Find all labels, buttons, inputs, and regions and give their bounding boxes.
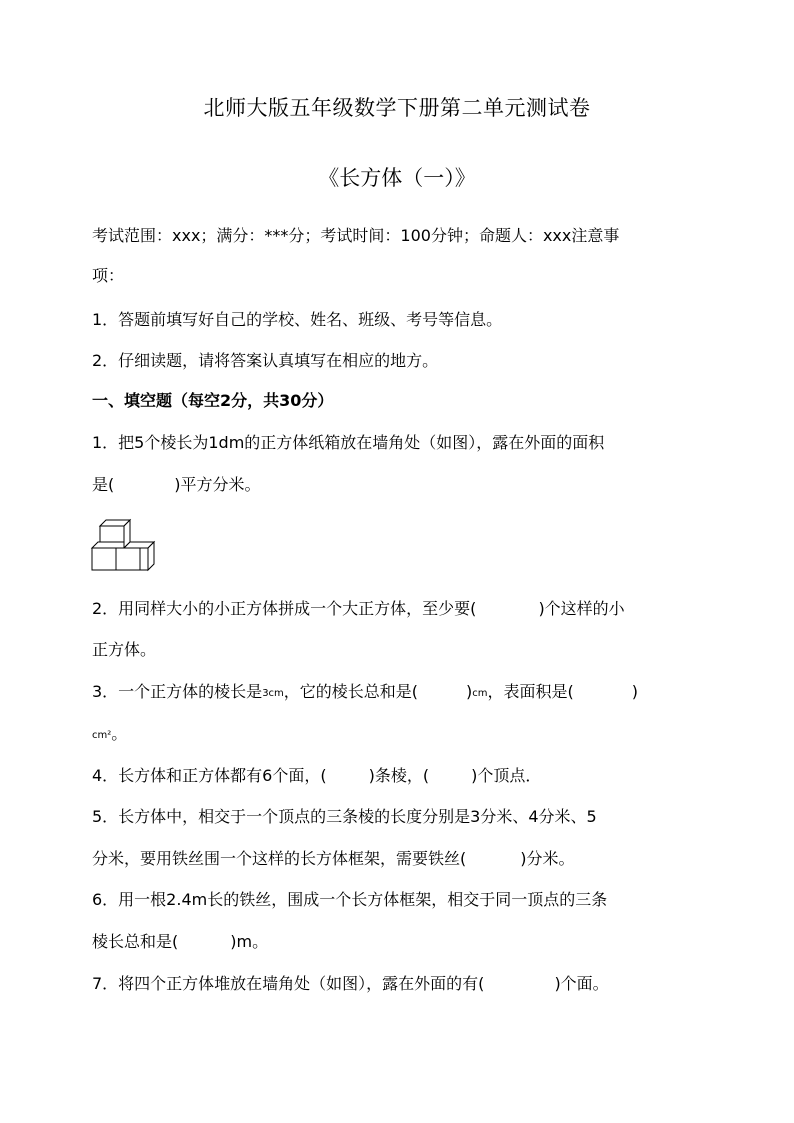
question-6-text-b: )m。 bbox=[230, 932, 269, 951]
page-title: 北师大版五年级数学下册第二单元测试卷 bbox=[203, 96, 591, 120]
question-3-unit-2: cm bbox=[472, 688, 488, 699]
question-2-line-2: 正方体。 bbox=[92, 640, 157, 659]
question-3-unit-3: cm² bbox=[92, 730, 112, 741]
page-subtitle: 《长方体（一）》 bbox=[318, 166, 476, 190]
question-4-text-a: 4．长方体和正方体都有6个面，( bbox=[92, 766, 327, 785]
cube-stack-figure bbox=[90, 517, 156, 581]
question-1-line-2 bbox=[92, 475, 712, 495]
question-3-line-1 bbox=[92, 682, 712, 704]
question-4-text-b: )条棱，( bbox=[368, 766, 430, 785]
question-2-text-a: 2．用同样大小的小正方体拼成一个大正方体，至少要( bbox=[92, 599, 477, 618]
exam-info-line-2: 项： bbox=[92, 266, 125, 285]
question-3-line-2 bbox=[92, 724, 712, 746]
question-1-text-a: 是( bbox=[92, 475, 115, 494]
notice-2: 2．仔细读题，请将答案认真填写在相应的地方。 bbox=[92, 351, 439, 370]
question-7-line-1 bbox=[92, 974, 712, 994]
question-1-line-1: 1．把5个棱长为1dm的正方体纸箱放在墙角处（如图），露在外面的面积 bbox=[92, 433, 605, 452]
question-5-line-1: 5．长方体中，相交于一个顶点的三条棱的长度分别是3分米、4分米、5 bbox=[92, 807, 597, 826]
question-6-line-2 bbox=[92, 932, 712, 952]
question-3-text-f: 。 bbox=[111, 724, 128, 743]
question-3-unit-1: 3cm bbox=[262, 688, 284, 699]
section-heading-fill-blank: 一、填空题（每空2分，共30分） bbox=[92, 391, 334, 410]
question-6-text-a: 棱长总和是( bbox=[92, 932, 179, 951]
question-4-line-1 bbox=[92, 766, 712, 786]
question-5-text-a: 分米，要用铁丝围一个这样的长方体框架，需要铁丝( bbox=[92, 849, 467, 868]
question-3-text-d: ，表面积是( bbox=[487, 682, 574, 701]
question-2-line-1 bbox=[92, 599, 712, 619]
exam-info-line-1: 考试范围：xxx；满分：***分；考试时间：100分钟；命题人：xxx注意事 bbox=[92, 226, 620, 245]
question-1-text-b: )平方分米。 bbox=[174, 475, 261, 494]
question-5-line-2 bbox=[92, 849, 712, 869]
question-3-text-b: ，它的棱长总和是( bbox=[283, 682, 419, 701]
question-2-text-b: )个这样的小 bbox=[538, 599, 625, 618]
question-4-text-c: )个顶点． bbox=[471, 766, 542, 785]
question-7-text-a: 7．将四个正方体堆放在墙角处（如图），露在外面的有( bbox=[92, 974, 485, 993]
question-3-text-e: ) bbox=[631, 682, 639, 701]
question-5-text-b: )分米。 bbox=[520, 849, 575, 868]
question-3-text-a: 3．一个正方体的棱长是 bbox=[92, 682, 263, 701]
question-7-text-b: )个面。 bbox=[554, 974, 609, 993]
notice-1: 1．答题前填写好自己的学校、姓名、班级、考号等信息。 bbox=[92, 310, 503, 329]
question-3-text-c: ) bbox=[466, 682, 473, 701]
question-6-line-1: 6．用一根2.4m长的铁丝，围成一个长方体框架，相交于同一顶点的三条 bbox=[92, 890, 608, 909]
